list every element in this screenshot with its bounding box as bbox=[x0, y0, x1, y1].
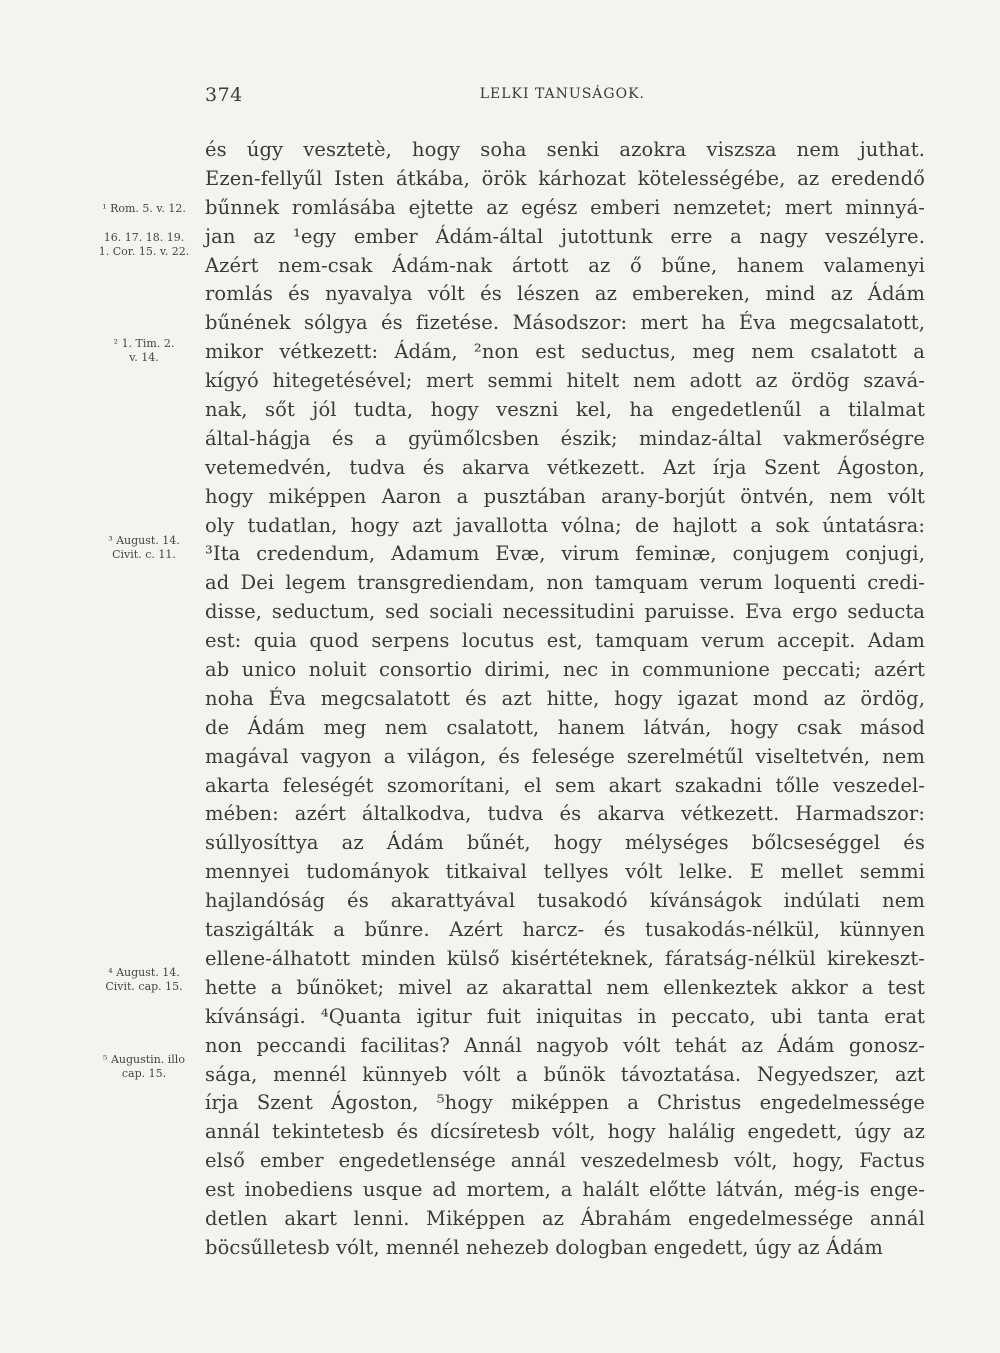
text-line: mében: azért általkodva, tudva és akarva vétkezett. Harmadszor: bbox=[205, 802, 925, 826]
text-line: írja Szent Ágoston, ⁵hogy miképpen a Christus engedelmessége bbox=[205, 1091, 925, 1115]
text-line: est inobediens usque ad mortem, a halált előtte látván, még-is enge- bbox=[205, 1178, 925, 1202]
text-line: mikor vétkezett: Ádám, ²non est seductus, meg nem csalatott a bbox=[205, 340, 925, 364]
text-line: vetemedvén, tudva és akarva vétkezett. Azt írja Szent Ágoston, bbox=[205, 455, 925, 479]
text-line: kígyó hitegetésével; mert semmi hitelt nem adott az ördög szavá- bbox=[205, 369, 925, 393]
text-line: ³Ita credendum, Adamum Evæ, virum feminæ, conjugem conjugi, bbox=[205, 542, 925, 566]
margin-note: ¹ Rom. 5. v. 12. bbox=[102, 202, 186, 215]
text-line: romlás és nyavalya vólt és lészen az embereken, mind az Ádám bbox=[205, 282, 925, 306]
text-line: ad Dei legem transgrediendam, non tamquam verum loquenti credi- bbox=[205, 571, 925, 595]
text-line: de Ádám meg nem csalatott, hanem látván, hogy csak másod bbox=[205, 715, 925, 739]
text-line: sága, mennél künnyeb vólt a bűnök távoztatása. Negyedszer, azt bbox=[205, 1062, 925, 1086]
text-line: ab unico noluit consortio dirimi, nec in communione peccati; azért bbox=[205, 658, 925, 682]
margin-note: ² 1. Tim. 2. bbox=[113, 337, 175, 350]
text-line: taszigálták a bűnre. Azért harcz- és tusakodás-nélkül, künnyen bbox=[205, 918, 925, 942]
text-line: nak, sőt jól tudta, hogy veszni kel, ha engedetlenűl a tilalmat bbox=[205, 398, 925, 422]
margin-note: v. 14. bbox=[129, 351, 159, 364]
text-line: súllyosíttya az Ádám bűnét, hogy mélységes bőlcseséggel és bbox=[205, 831, 925, 855]
text-line: hette a bűnöket; mivel az akarattal nem ellenkeztek akkor a test bbox=[205, 975, 925, 999]
page-header bbox=[205, 84, 645, 110]
body-text bbox=[205, 136, 925, 1263]
text-line: annál tekintetesb és dícsíretesb vólt, hogy halálig engedett, úgy az bbox=[205, 1120, 925, 1144]
text-line: oly tudatlan, hogy azt javallotta vólna; de hajlott a sok úntatásra: bbox=[205, 513, 925, 537]
text-line: disse, seductum, sed sociali necessitudini paruisse. Eva ergo seducta bbox=[205, 600, 925, 624]
text-line: detlen akart lenni. Miképpen az Ábrahám engedelmessége annál bbox=[205, 1206, 925, 1230]
text-line: Ezen-fellyűl Isten átkába, örök kárhozat kötelességébe, az eredendő bbox=[205, 166, 925, 190]
margin-note: ⁵ Augustin. illo bbox=[103, 1053, 185, 1066]
text-line: első ember engedetlensége annál veszedelmesb vólt, hogy, Factus bbox=[205, 1149, 925, 1173]
text-line: böcsűlletesb vólt, mennél nehezeb dologban engedett, úgy az Ádám bbox=[205, 1235, 884, 1259]
text-line: akarta feleségét szomorítani, el sem akart szakadni tőlle veszedel- bbox=[205, 773, 925, 797]
margin-note: 1. Cor. 15. v. 22. bbox=[98, 245, 190, 258]
margin-note: 16. 17. 18. 19. bbox=[103, 231, 185, 244]
text-line: est: quia quod serpens locutus est, tamquam verum accepit. Adam bbox=[205, 629, 925, 653]
text-line: non peccandi facilitas? Annál nagyob vólt tehát az Ádám gonosz- bbox=[205, 1033, 925, 1057]
text-line: hogy miképpen Aaron a pusztában arany-borjút öntvén, nem vólt bbox=[205, 484, 925, 508]
margin-note: ⁴ August. 14. bbox=[108, 966, 180, 979]
text-line: magával vagyon a világon, és felesége szerelmétűl viseltetvén, nem bbox=[205, 744, 925, 768]
text-line: Azért nem-csak Ádám-nak ártott az ő bűne, hanem valamenyi bbox=[205, 253, 925, 277]
text-line: által-hágja és a gyümőlcsben észik; mindaz-által vakmerőségre bbox=[205, 426, 925, 450]
page-number: 374 bbox=[205, 84, 243, 106]
text-line: kívánsági. ⁴Quanta igitur fuit iniquitas in peccato, ubi tanta erat bbox=[205, 1004, 925, 1028]
text-line: bűnének sólgya és fizetése. Másodszor: mert ha Éva megcsalatott, bbox=[205, 311, 925, 335]
text-line: noha Éva megcsalatott és azt hitte, hogy igazat mond az ördög, bbox=[205, 686, 925, 710]
text-line: ellene-álhatott minden külső kisértéteknek, fáratság-nélkül kirekeszt- bbox=[205, 946, 925, 970]
text-line: bűnnek romlásába ejtette az egész emberi nemzetet; mert minnyá- bbox=[205, 195, 925, 219]
text-line: hajlandóság és akarattyával tusakodó kívánságok indúlati nem bbox=[205, 889, 925, 913]
running-head: LELKI TANUSÁGOK. bbox=[479, 86, 645, 102]
margin-note: cap. 15. bbox=[121, 1067, 167, 1080]
margin-note: Civit. cap. 15. bbox=[105, 980, 183, 993]
text-line: és úgy vesztetè, hogy soha senki azokra viszsza nem juthat. bbox=[205, 138, 925, 161]
text-line: jan az ¹egy ember Ádám-által jutottunk erre a nagy veszélyre. bbox=[205, 224, 925, 248]
margin-note: Civit. c. 11. bbox=[112, 548, 176, 561]
margin-note: ³ August. 14. bbox=[108, 534, 180, 547]
text-line: mennyei tudományok titkaival tellyes vólt lelke. E mellet semmi bbox=[205, 860, 925, 884]
